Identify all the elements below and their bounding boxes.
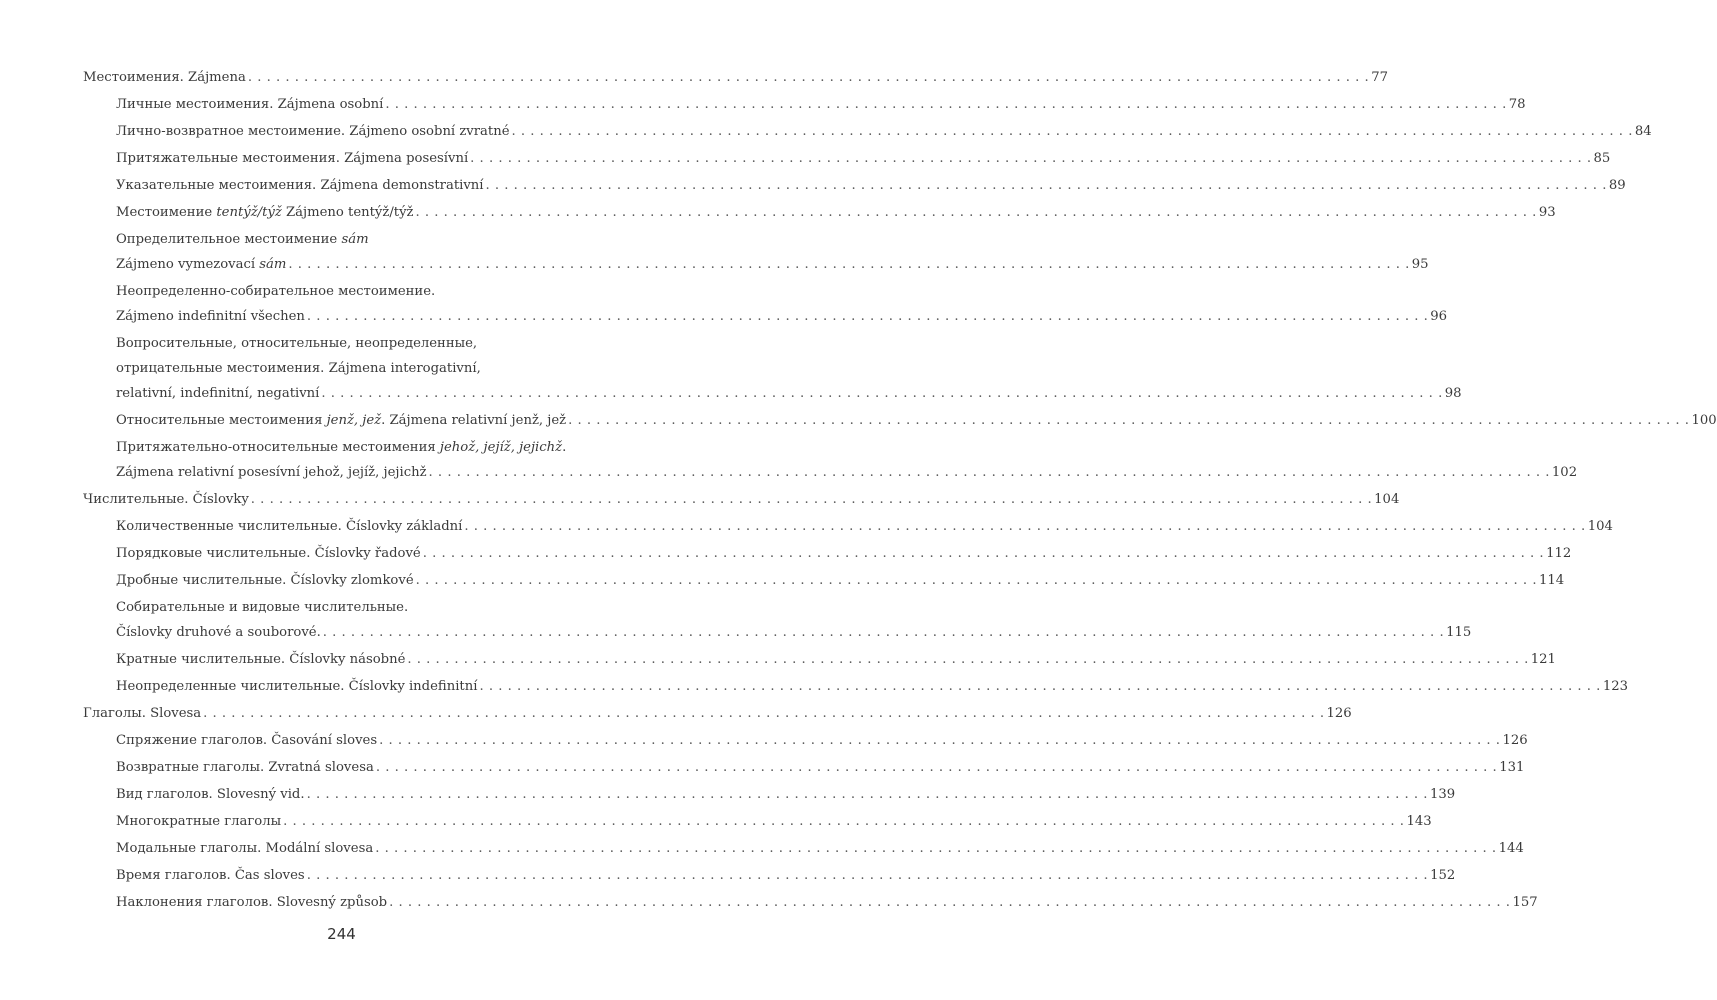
page-reference: 100 [1691,413,1717,428]
dot-leader: . . . . . . . . . . . . . . . . . . . . . . . . . . . . . . . . . . . . . . . . . . . . . . . . . . . . . . . . . . . . . . . . . . . . . . . . . . . . . . . . . . . . . . . . . . . . . . . . . . . . . . . . . . . . . . . . . . . . . . . . [322,625,1445,640]
title-text: Местоимение [116,205,217,220]
dot-leader: . . . . . . . . . . . . . . . . . . . . . . . . . . . . . . . . . . . . . . . . . . . . . . . . . . . . . . . . . . . . . . . . . . . . . . . . . . . . . . . . . . . . . . . . . . . . . . . . . . . . . . . . . . . . . . . . . . . . . . . . [415,205,1537,220]
toc-entry-line [116,200,1556,225]
toc-subentry [83,119,1652,144]
toc-entry-line [116,119,1652,144]
entry-title [116,595,408,620]
entry-title [83,65,246,90]
toc-entry-line [116,408,1717,433]
toc-subentry [83,863,1456,888]
dot-leader: . . . . . . . . . . . . . . . . . . . . . . . . . . . . . . . . . . . . . . . . . . . . . . . . . . . . . . . . . . . . . . . . . . . . . . . . . . . . . . . . . . . . . . . . . . . . . . . . . . . . . . . . . . . . . . . . . . . . . . . . [407,652,1529,667]
page-number: 244 [327,925,356,943]
entry-title [116,782,305,807]
toc-entry-line [116,252,1429,277]
entry-title [116,119,510,144]
toc-subentry [83,92,1526,117]
title-text: . [562,440,567,455]
toc-subentry [83,568,1565,593]
title-text: Возвратные глаголы. Zvratná slovesa [116,760,374,775]
toc-entry-line [116,809,1432,834]
dot-leader: . . . . . . . . . . . . . . . . . . . . . . . . . . . . . . . . . . . . . . . . . . . . . . . . . . . . . . . . . . . . . . . . . . . . . . . . . . . . . . . . . . . . . . . . . . . . . . . . . . . . . . . . . . . . . . . . . . . . . . . . [422,546,1545,561]
entry-title [116,568,414,593]
toc-entry-line [116,514,1613,539]
title-text: Время глаголов. Čas sloves [116,868,305,883]
page-reference: 95 [1411,257,1429,272]
title-text: Číslovky druhové a souborové. [116,625,321,640]
toc-entry-line [116,435,613,460]
entry-title [83,487,249,512]
toc-entry-line [116,356,613,381]
italic-term: sám [259,257,287,272]
entry-title [116,173,484,198]
entry-title [116,674,477,699]
entry-title [116,863,305,888]
dot-leader: . . . . . . . . . . . . . . . . . . . . . . . . . . . . . . . . . . . . . . . . . . . . . . . . . . . . . . . . . . . . . . . . . . . . . . . . . . . . . . . . . . . . . . . . . . . . . . . . . . . . . . . . . . . . . . . . . . . . . . . . [288,257,1410,272]
page-reference: 102 [1551,465,1578,480]
entry-title [83,701,201,726]
toc-subentry [83,782,1456,807]
entry-title [116,755,374,780]
toc-section [83,487,1400,512]
italic-term: jenž, jež [326,413,382,428]
toc-entry-line [116,541,1572,566]
dot-leader: . . . . . . . . . . . . . . . . . . . . . . . . . . . . . . . . . . . . . . . . . . . . . . . . . . . . . . . . . . . . . . . . . . . . . . . . . . . . . . . . . . . . . . . . . . . . . . . . . . . . . . . . . . . . . . . . . . . . . . . . [306,787,1428,802]
entry-title [116,890,387,915]
entry-title [116,408,566,433]
dot-leader: . . . . . . . . . . . . . . . . . . . . . . . . . . . . . . . . . . . . . . . . . . . . . . . . . . . . . . . . . . . . . . . . . . . . . . . . . . . . . . . . . . . . . . . . . . . . . . . . . . . . . . . . . . . . . . . . . . . . . . . . [250,492,1373,507]
title-text: Числительные. Číslovky [83,492,249,507]
dot-leader: . . . . . . . . . . . . . . . . . . . . . . . . . . . . . . . . . . . . . . . . . . . . . . . . . . . . . . . . . . . . . . . . . . . . . . . . . . . . . . . . . . . . . . . . . . . . . . . . . . . . . . . . . . . . . . . . . . . . . . . . [470,151,1592,166]
title-text: Неопределенно-собирательное местоимение. [116,284,436,299]
toc-entry-line [116,227,613,252]
entry-title [116,279,435,304]
toc-entry-line [116,146,1611,171]
dot-leader: . . . . . . . . . . . . . . . . . . . . . . . . . . . . . . . . . . . . . . . . . . . . . . . . . . . . . . . . . . . . . . . . . . . . . . . . . . . . . . . . . . . . . . . . . . . . . . . . . . . . . . . . . . . . . . . . . . . . . . . . [375,760,1498,775]
dot-leader: . . . . . . . . . . . . . . . . . . . . . . . . . . . . . . . . . . . . . . . . . . . . . . . . . . . . . . . . . . . . . . . . . . . . . . . . . . . . . . . . . . . . . . . . . . . . . . . . . . . . . . . . . . . . . . . . . . . . . . . . [479,679,1601,694]
title-text: Zájmena relativní posesívní jehož, jejíž, jejichž [116,465,427,480]
dot-leader: . . . . . . . . . . . . . . . . . . . . . . . . . . . . . . . . . . . . . . . . . . . . . . . . . . . . . . . . . . . . . . . . . . . . . . . . . . . . . . . . . . . . . . . . . . . . . . . . . . . . . . . . . . . . . . . . . . . . . . . . [379,733,1501,748]
toc-entry-line [116,381,1462,406]
dot-leader: . . . . . . . . . . . . . . . . . . . . . . . . . . . . . . . . . . . . . . . . . . . . . . . . . . . . . . . . . . . . . . . . . . . . . . . . . . . . . . . . . . . . . . . . . . . . . . . . . . . . . . . . . . . . . . . . . . . . . . . . [385,97,1507,112]
title-text: relativní, indefinitní, negativní [116,386,320,401]
toc-entry-line [116,92,1526,117]
toc-entry-line [83,65,1388,90]
toc-subentry [83,674,1628,699]
entry-title [116,252,286,277]
toc-entry-line [83,701,1352,726]
page-reference: 98 [1444,386,1462,401]
dot-leader: . . . . . . . . . . . . . . . . . . . . . . . . . . . . . . . . . . . . . . . . . . . . . . . . . . . . . . . . . . . . . . . . . . . . . . . . . . . . . . . . . . . . . . . . . . . . . . . . . . . . . . . . . . . . . . . . . . . . . . . . [568,413,1690,428]
page-reference: 131 [1499,760,1525,775]
dot-leader: . . . . . . . . . . . . . . . . . . . . . . . . . . . . . . . . . . . . . . . . . . . . . . . . . . . . . . . . . . . . . . . . . . . . . . . . . . . . . . . . . . . . . . . . . . . . . . . . . . . . . . . . . . . . . . . . . . . . . . . . [389,895,1511,910]
entry-title [116,620,321,645]
dot-leader: . . . . . . . . . . . . . . . . . . . . . . . . . . . . . . . . . . . . . . . . . . . . . . . . . . . . . . . . . . . . . . . . . . . . . . . . . . . . . . . . . . . . . . . . . . . . . . . . . . . . . . . . . . . . . . . . . . . . . . . . [464,519,1586,534]
toc-entry-line [116,568,1565,593]
title-text: Притяжательно-относительные местоимения [116,440,440,455]
toc-entry-line [116,331,613,356]
toc-entry-line [116,755,1525,780]
title-text: Притяжательные местоимения. Zájmena posesívní [116,151,469,166]
title-text: Многократные глаголы [116,814,282,829]
toc-entry-line [116,863,1456,888]
entry-title [116,728,377,753]
title-text: Вид глаголов. Slovesný vid. [116,787,305,802]
entry-title [116,541,421,566]
entry-title [116,435,566,460]
toc-subentry [83,435,1578,485]
italic-term: jehož, jejíž, jejichž [439,440,563,455]
entry-title [116,836,373,861]
dot-leader: . . . . . . . . . . . . . . . . . . . . . . . . . . . . . . . . . . . . . . . . . . . . . . . . . . . . . . . . . . . . . . . . . . . . . . . . . . . . . . . . . . . . . . . . . . . . . . . . . . . . . . . . . . . . . . . . . . . . . . . . [247,70,1370,85]
page-reference: 115 [1446,625,1472,640]
dot-leader: . . . . . . . . . . . . . . . . . . . . . . . . . . . . . . . . . . . . . . . . . . . . . . . . . . . . . . . . . . . . . . . . . . . . . . . . . . . . . . . . . . . . . . . . . . . . . . . . . . . . . . . . . . . . . . . . . . . . . . . . [203,706,1325,721]
toc-subentry [83,408,1717,433]
toc-subentry [83,279,1448,329]
page-reference: 89 [1608,178,1626,193]
toc-subentry [83,146,1611,171]
toc-subentry [83,331,1462,406]
title-text: Модальные глаголы. Modální slovesa [116,841,374,856]
entry-title [116,146,468,171]
toc-entry-line [116,595,613,620]
page-reference: 112 [1546,546,1572,561]
dot-leader: . . . . . . . . . . . . . . . . . . . . . . . . . . . . . . . . . . . . . . . . . . . . . . . . . . . . . . . . . . . . . . . . . . . . . . . . . . . . . . . . . . . . . . . . . . . . . . . . . . . . . . . . . . . . . . . . . . . . . . . . [283,814,1405,829]
dot-leader: . . . . . . . . . . . . . . . . . . . . . . . . . . . . . . . . . . . . . . . . . . . . . . . . . . . . . . . . . . . . . . . . . . . . . . . . . . . . . . . . . . . . . . . . . . . . . . . . . . . . . . . . . . . . . . . . . . . . . . . . [415,573,1538,588]
entry-title [116,381,319,406]
toc-section [83,701,1352,726]
entry-title [116,809,281,834]
title-text: Личные местоимения. Zájmena osobní [116,97,384,112]
toc-entry-line [116,674,1628,699]
toc-entry-line [116,890,1538,915]
title-text: Лично-возвратное местоимение. Zájmeno osobní zvratné [116,124,510,139]
title-text: Неопределенные числительные. Číslovky indefinitní [116,679,478,694]
page-reference: 139 [1429,787,1456,802]
toc-entry-line [116,782,1456,807]
title-text: Относительные местоимения [116,413,327,428]
dot-leader: . . . . . . . . . . . . . . . . . . . . . . . . . . . . . . . . . . . . . . . . . . . . . . . . . . . . . . . . . . . . . . . . . . . . . . . . . . . . . . . . . . . . . . . . . . . . . . . . . . . . . . . . . . . . . . . . . . . . . . . . [306,868,1429,883]
toc-subentry [83,647,1556,672]
dot-leader: . . . . . . . . . . . . . . . . . . . . . . . . . . . . . . . . . . . . . . . . . . . . . . . . . . . . . . . . . . . . . . . . . . . . . . . . . . . . . . . . . . . . . . . . . . . . . . . . . . . . . . . . . . . . . . . . . . . . . . . . [511,124,1633,139]
toc-subentry [83,514,1613,539]
toc-subentry [83,755,1525,780]
title-text: Zájmeno vymezovací [116,257,260,272]
dot-leader: . . . . . . . . . . . . . . . . . . . . . . . . . . . . . . . . . . . . . . . . . . . . . . . . . . . . . . . . . . . . . . . . . . . . . . . . . . . . . . . . . . . . . . . . . . . . . . . . . . . . . . . . . . . . . . . . . . . . . . . . [306,309,1429,324]
title-text: Дробные числительные. Číslovky zlomkové [116,573,414,588]
page-reference: 123 [1602,679,1628,694]
page-reference: 84 [1634,124,1652,139]
page-reference: 78 [1508,97,1526,112]
toc-subentry [83,227,1429,277]
page-reference: 85 [1593,151,1611,166]
toc-entry-line [116,620,1472,645]
toc-subentry [83,890,1538,915]
toc-entry-line [116,279,613,304]
entry-title [116,304,305,329]
dot-leader: . . . . . . . . . . . . . . . . . . . . . . . . . . . . . . . . . . . . . . . . . . . . . . . . . . . . . . . . . . . . . . . . . . . . . . . . . . . . . . . . . . . . . . . . . . . . . . . . . . . . . . . . . . . . . . . . . . . . . . . . [485,178,1607,193]
title-text: Порядковые числительные. Číslovky řadové [116,546,421,561]
title-text: отрицательные местоимения. Zájmena interogativní, [116,361,481,376]
page-reference: 157 [1512,895,1538,910]
page-reference: 152 [1430,868,1456,883]
page-reference: 121 [1530,652,1556,667]
entry-title [116,92,383,117]
page-reference: 143 [1406,814,1432,829]
title-text: Zájmeno tentýž/týž [281,205,414,220]
page-reference: 114 [1539,573,1565,588]
page-reference: 77 [1371,70,1388,85]
italic-term: tentýž/týž [216,205,282,220]
toc-entry-line [83,487,1400,512]
entry-title [116,647,405,672]
title-text: Zájmeno indefinitní všechen [116,309,305,324]
toc-entry-line [116,304,1448,329]
page-reference: 126 [1326,706,1352,721]
title-text: Собирательные и видовые числительные. [116,600,409,615]
toc-subentry [83,200,1556,225]
dot-leader: . . . . . . . . . . . . . . . . . . . . . . . . . . . . . . . . . . . . . . . . . . . . . . . . . . . . . . . . . . . . . . . . . . . . . . . . . . . . . . . . . . . . . . . . . . . . . . . . . . . . . . . . . . . . . . . . . . . . . . . . [321,386,1443,401]
title-text: Местоимения. Zájmena [83,70,246,85]
entry-title [116,514,462,539]
title-text: . Zájmena relativní jenž, jež [381,413,567,428]
table-of-contents [83,65,1717,917]
page-reference: 96 [1430,309,1448,324]
entry-title [116,200,413,225]
title-text: Вопросительные, относительные, неопределенные, [116,336,478,351]
title-text: Наклонения глаголов. Slovesný způsob [116,895,388,910]
toc-entry-line [116,836,1524,861]
page-reference: 104 [1587,519,1613,534]
toc-entry-line [116,647,1556,672]
entry-title [116,460,427,485]
toc-entry-line [116,173,1626,198]
title-text: Глаголы. Slovesa [83,706,202,721]
toc-entry-line [116,728,1528,753]
page-reference: 126 [1502,733,1528,748]
toc-subentry [83,173,1626,198]
toc-section [83,65,1388,90]
toc-subentry [83,809,1432,834]
title-text: Количественные числительные. Číslovky základní [116,519,463,534]
title-text: Определительное местоимение [116,232,342,247]
page-reference: 104 [1374,492,1400,507]
dot-leader: . . . . . . . . . . . . . . . . . . . . . . . . . . . . . . . . . . . . . . . . . . . . . . . . . . . . . . . . . . . . . . . . . . . . . . . . . . . . . . . . . . . . . . . . . . . . . . . . . . . . . . . . . . . . . . . . . . . . . . . . [375,841,1497,856]
toc-subentry [83,541,1572,566]
toc-entry-line [116,460,1578,485]
toc-subentry [83,595,1472,645]
title-text: Кратные числительные. Číslovky násobné [116,652,406,667]
title-text: Указательные местоимения. Zájmena demonstrativní [116,178,484,193]
entry-title [116,331,477,356]
toc-subentry [83,836,1524,861]
page-reference: 144 [1498,841,1524,856]
entry-title [116,227,369,252]
entry-title [116,356,481,381]
italic-term: sám [341,232,369,247]
page-reference: 93 [1538,205,1556,220]
title-text: Спряжение глаголов. Časování sloves [116,733,378,748]
toc-subentry [83,728,1528,753]
dot-leader: . . . . . . . . . . . . . . . . . . . . . . . . . . . . . . . . . . . . . . . . . . . . . . . . . . . . . . . . . . . . . . . . . . . . . . . . . . . . . . . . . . . . . . . . . . . . . . . . . . . . . . . . . . . . . . . . . . . . . . . . [428,465,1550,480]
